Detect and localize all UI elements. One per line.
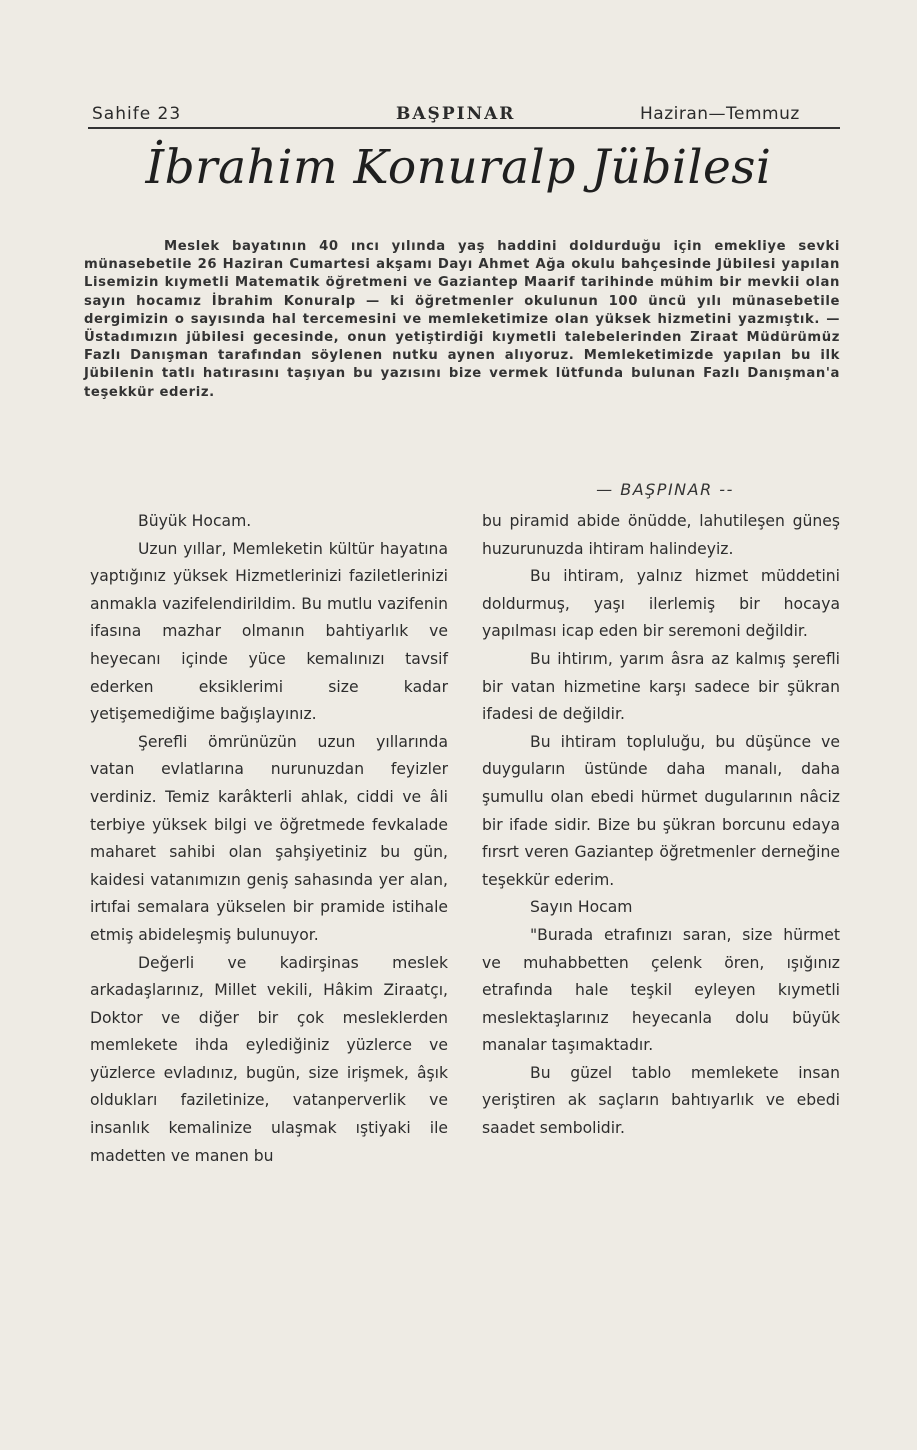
body-paragraph: Bu güzel tablo memlekete insan yeriştiren ak saçların bahtıyarlık ve ebedi saadet sembolidir. <box>482 1063 840 1138</box>
body-paragraph: bu piramid abide önüdde, lahutileşen güneş huzurunuzda ihtiram halindeyiz. <box>482 512 840 558</box>
page-number-label: Sahife 23 <box>92 104 182 124</box>
right-column <box>482 508 840 1143</box>
left-column <box>90 508 448 1170</box>
issue-date: Haziran—Temmuz <box>640 104 800 124</box>
body-paragraph: "Burada etrafınızı saran, size hürmet ve muhabbetten çelenk ören, ışığınız etrafında hale teşkil eyleyen kıymetli meslektaşlarınız heyecanla dolu büyük manalar taşımaktadır. <box>482 925 840 1055</box>
salutation: Sayın Hocam <box>530 898 633 917</box>
article-title: İbrahim Konuralp Jübilesi <box>145 140 772 195</box>
header-rule <box>88 127 840 129</box>
intro-paragraph: Meslek bayatının 40 ıncı yılında yaş haddini doldurduğu için emekliye sevki münasebetile 26 Haziran Cumartesi akşamı Dayı Ahmet Ağa okulu bahçesinde Jübilesi yapılan Lisemizin kıymetli Matematik öğretmeni ve Gaziantep Maarif tarihinde mühim bir mevkii olan sayın hocamız İbrahim Konuralp — ki öğretmenler okulunun 100 üncü yılı münasebetile dergimizin o sayısında hal tercemesini ve memleketimize olan yüksek hizmetini yazmıştık. — Üstadımızın jübilesi gecesinde, onun yetiştirdiği kıymetli talebelerinden Ziraat Müdürümüz Fazlı Danışman tarafından söylenen nutku aynen alıyoruz. Memleketimizde yapılan bu ilk Jübilenin tatlı hatırasını taşıyan bu yazısını bize vermek lütfunda bulunan Fazlı Danışman'a teşekkür ederiz. <box>84 239 840 400</box>
body-paragraph: Şerefli ömrünüzün uzun yıllarında vatan evlatlarına nurunuzdan feyizler verdiniz. Temiz karâkterli ahlak, ciddi ve âli terbiye yüksek bilgi ve öğretmede fevkalade maharet sahibi olan şahşiyetiniz bu gün, kaidesi vatanımızın geniş sahasında yer alan, irtıfai semalara yükselen bir pramide istihale etmiş abideleşmiş bulunuyor. <box>90 732 448 944</box>
body-paragraph: Bu ihtirım, yarım âsra az kalmış şerefli bir vatan hizmetine karşı sadece bir şükran ifadesi de değildir. <box>482 649 840 724</box>
salutation: Büyük Hocam. <box>138 512 252 530</box>
magazine-name: BAŞPINAR <box>396 104 516 124</box>
body-paragraph: Bu ihtiram, yalnız hizmet müddetini doldurmuş, yaşı ilerlemiş bir hocaya yapılması icap eden bir seremoni değildir. <box>482 567 840 641</box>
editor-signature: — BAŞPINAR -- <box>596 480 734 499</box>
body-paragraph: Bu ihtiram topluluğu, bu düşünce ve duyguların üstünde daha manalı, daha şumullu olan ebedi hürmet dugularının nâciz bir ifade sidir. Bize bu şükran borcunu edaya fırsrt veren Gaziantep öğretmenler derneğine teşekkür ederim. <box>482 732 840 889</box>
body-paragraph: Değerli ve kadirşinas meslek arkadaşlarınız, Millet vekili, Hâkim Ziraatçı, Doktor ve diğer bir çok mesleklerden memlekete ihda eylediğiniz yüzlerce ve yüzlerce evladınız, bugün, size irişmek, âşık oldukları faziletinize, vatanperverlik ve insanlık kemalinize ulaşmak ıştiyaki ile madetten ve manen bu <box>90 953 448 1165</box>
body-paragraph: Uzun yıllar, Memleketin kültür hayatına yaptığınız yüksek Hizmetlerinizi faziletlerinizi anmakla vazifelendirildim. Bu mutlu vazifenin ifasına mazhar olmanın bahtiyarlık ve heyecanı içinde yüce kemalınızı tavsif ederken eksiklerimi size kadar yetişemediğime bağışlayınız. <box>90 539 448 724</box>
